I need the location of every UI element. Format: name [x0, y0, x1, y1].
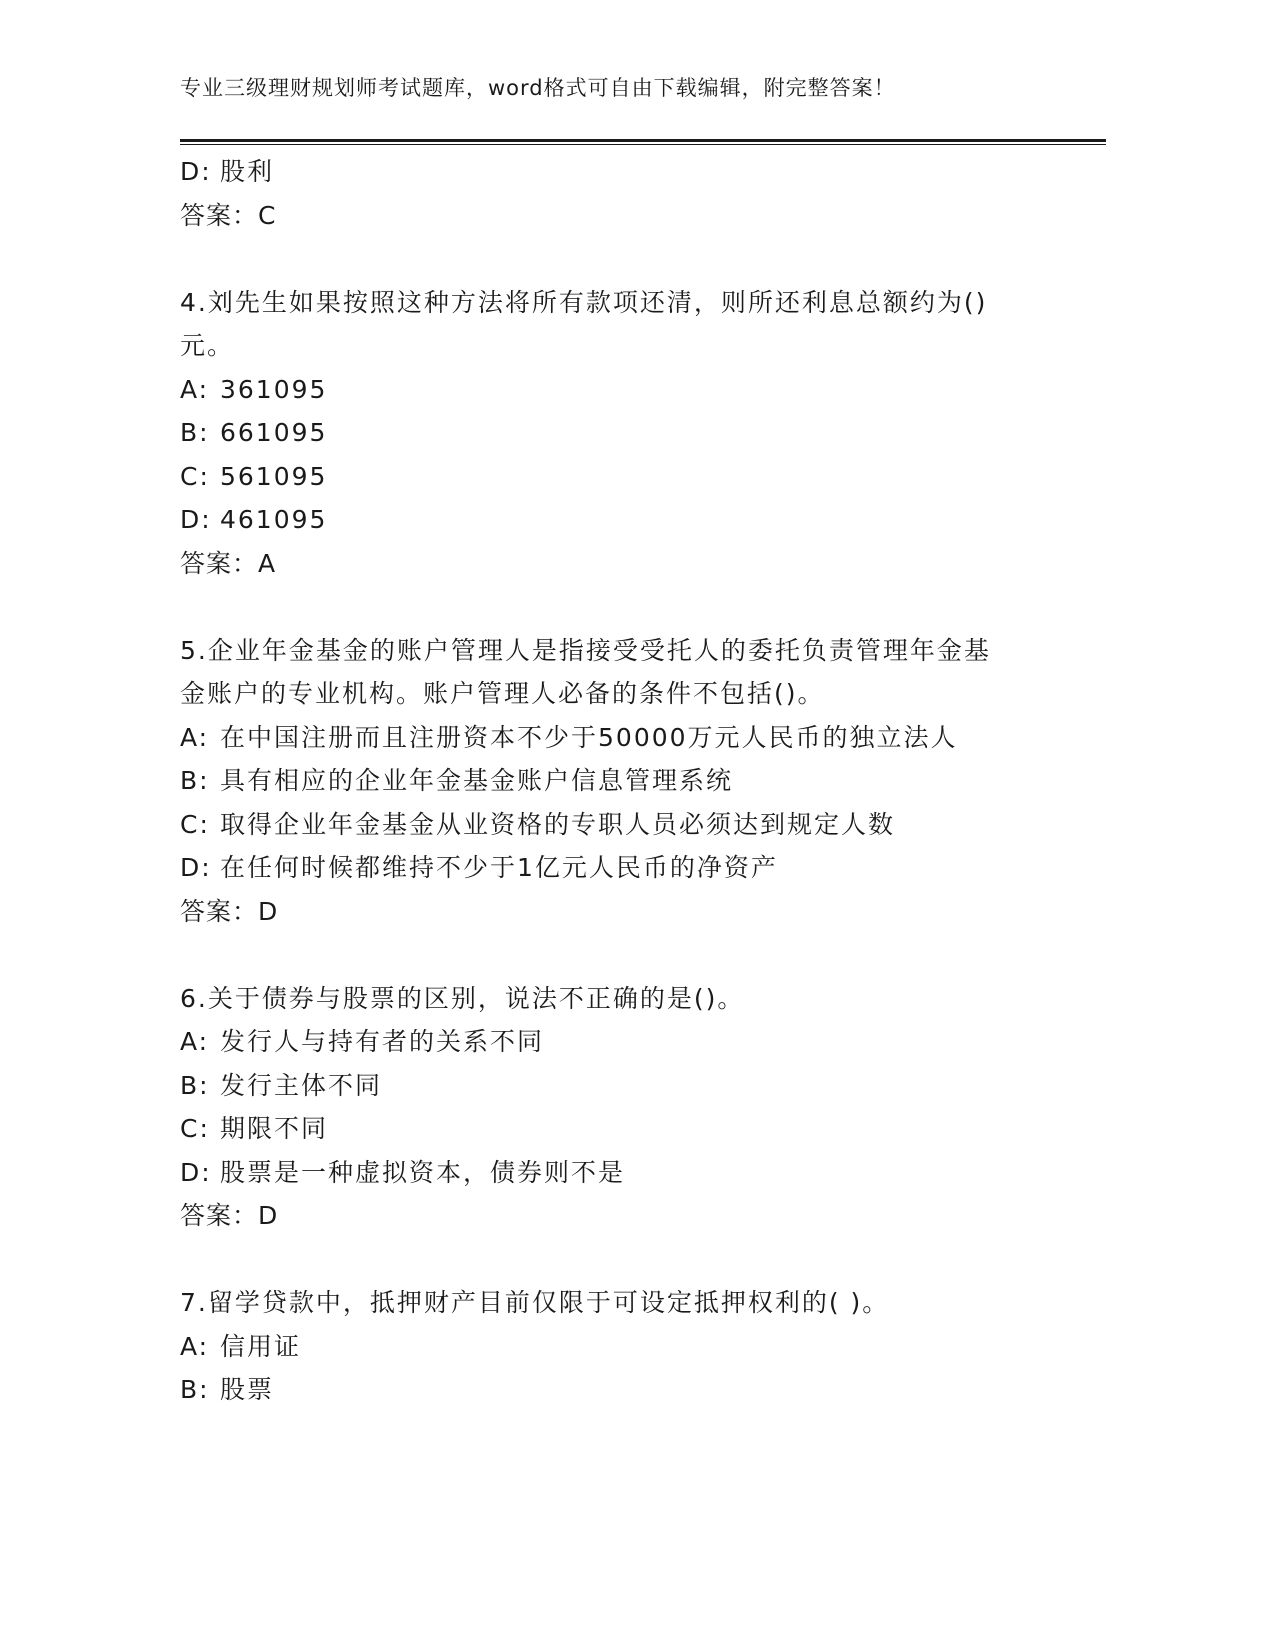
option-key: B: [180, 1375, 210, 1404]
question-5-stem-line-2: 金账户的专业机构。账户管理人必备的条件不包括()。 [180, 679, 825, 708]
option-text: 信用证 [220, 1331, 302, 1361]
option-text: 取得企业年金基金从业资格的专职人员必须达到规定人数 [220, 809, 896, 839]
option-key: B: [180, 1070, 210, 1100]
answer-value: D [258, 896, 279, 926]
question-5-option-d [180, 846, 1040, 890]
option-key: D: [180, 1157, 212, 1187]
prev-option-d [180, 150, 1040, 194]
option-key: D: [180, 505, 212, 534]
question-6-option-d [180, 1151, 1040, 1195]
answer-value: A [258, 548, 277, 578]
option-key: A: [180, 374, 210, 404]
question-5-stem-line-1: 5.企业年金基金的账户管理人是指接受受托人的委托负责管理年金基 [180, 635, 991, 665]
answer-value: D [258, 1201, 279, 1230]
question-5-option-b [180, 759, 1040, 803]
option-key: A: [180, 1027, 210, 1056]
option-key: C: [180, 809, 210, 839]
question-content [180, 150, 1040, 1412]
answer-label: 答案： [180, 896, 259, 926]
question-4-option-c [180, 455, 1040, 499]
option-key: D: [180, 157, 212, 186]
question-4-option-a [180, 368, 1040, 412]
option-text: 361095 [220, 374, 328, 404]
header-rule-thin [180, 144, 1106, 145]
question-4-answer [180, 542, 1040, 586]
question-4-option-b [180, 411, 1040, 455]
option-text: 期限不同 [220, 1114, 329, 1143]
question-4-stem-line-1: 4.刘先生如果按照这种方法将所有款项还清，则所还利息总额约为() [180, 287, 988, 317]
option-key: C: [180, 1114, 210, 1143]
option-text: 在任何时候都维持不少于1亿元人民币的净资产 [220, 853, 778, 882]
question-6-option-c [180, 1107, 1040, 1151]
prev-answer [180, 194, 1040, 238]
answer-label: 答案： [180, 200, 259, 230]
header-rule-thick [180, 139, 1106, 142]
question-4-option-d [180, 498, 1040, 542]
option-text: 561095 [220, 461, 328, 491]
answer-label: 答案： [180, 548, 259, 578]
option-key: D: [180, 853, 212, 882]
option-key: A: [180, 722, 210, 752]
option-text: 股利 [220, 157, 275, 186]
option-text: 发行主体不同 [220, 1070, 383, 1100]
question-6-stem-line-1: 6.关于债券与股票的区别，说法不正确的是()。 [180, 983, 745, 1013]
question-7-stem-line-1: 7.留学贷款中，抵押财产目前仅限于可设定抵押权利的( )。 [180, 1288, 890, 1317]
option-text: 具有相应的企业年金基金账户信息管理系统 [220, 766, 734, 795]
question-7-option-a [180, 1325, 1040, 1369]
option-text: 发行人与持有者的关系不同 [220, 1027, 545, 1056]
option-key: B: [180, 418, 210, 447]
question-5-answer [180, 890, 1040, 934]
question-4-stem-line-2: 元。 [180, 331, 235, 360]
page-header: 专业三级理财规划师考试题库，word格式可自由下载编辑，附完整答案！ [180, 76, 896, 100]
question-7-option-b [180, 1368, 1040, 1412]
option-text: 661095 [220, 418, 328, 447]
question-6-option-a [180, 1020, 1040, 1064]
option-text: 股票是一种虚拟资本，债券则不是 [220, 1157, 626, 1187]
option-key: A: [180, 1331, 210, 1361]
question-5-option-c [180, 803, 1040, 847]
answer-value: C [258, 200, 277, 230]
option-key: B: [180, 766, 210, 795]
option-text: 在中国注册而且注册资本不少于50000万元人民币的独立法人 [220, 722, 958, 752]
option-text: 461095 [220, 505, 328, 534]
question-6-answer [180, 1194, 1040, 1238]
question-5-option-a [180, 716, 1040, 760]
answer-label: 答案： [180, 1201, 259, 1230]
question-6-option-b [180, 1064, 1040, 1108]
option-key: C: [180, 461, 210, 491]
option-text: 股票 [220, 1375, 275, 1404]
